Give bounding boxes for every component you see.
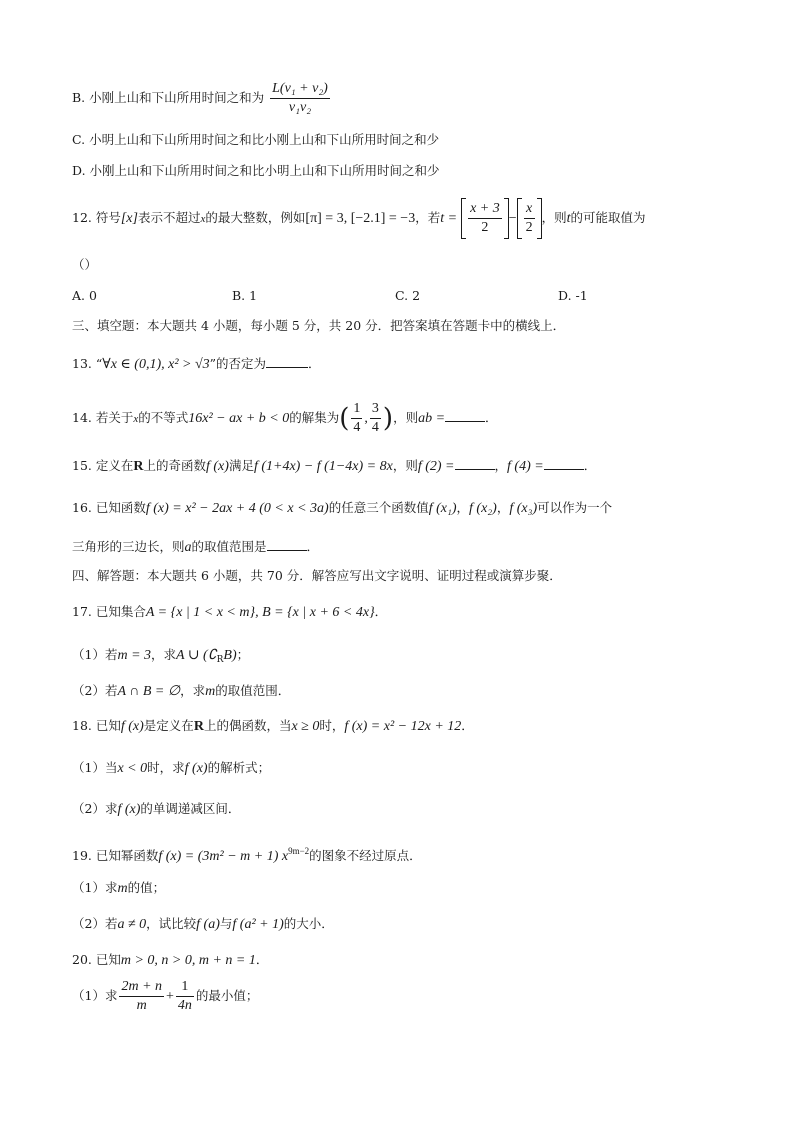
q13-period: ． (308, 356, 321, 371)
q13 (72, 355, 321, 373)
q12-fraction-1 (468, 200, 502, 237)
q14-text-e: 的解集为 (289, 410, 340, 425)
q18-period: ． (461, 718, 474, 733)
q16-period: ． (306, 539, 320, 554)
q12-floor-2 (517, 200, 542, 237)
q15-f4: f (4) = (507, 459, 544, 474)
q14-comma: , (364, 411, 368, 426)
q19-p2-text-a: （2）若 (72, 916, 118, 931)
section-3-heading: 三、填空题：本大题共 4 小题，每小题 5 分，共 20 分．把答案填在答题卡中的横线上． (72, 318, 566, 333)
q19-p1-text-a: （1）求 (72, 880, 118, 895)
q14-fraction-2 (370, 400, 381, 437)
q12-floor-1 (461, 200, 509, 237)
q12-text-a: 12. 符号 (72, 210, 121, 225)
q15-text-e: 满足 (228, 458, 254, 473)
q18-p1-fx: f (x) (184, 761, 208, 776)
q14 (72, 400, 498, 437)
q17-p1-subscript: R (216, 655, 224, 665)
q16-text-i: 可以作为一个 (537, 500, 613, 515)
q15-text-a: 15. 定义在 (72, 458, 134, 473)
q18-p2-text-c: 的单调递减区间． (140, 801, 241, 816)
q20 (72, 952, 268, 969)
q19-text-a: 19. 已知幂函数 (72, 848, 159, 863)
q16-comma-2: ， (496, 500, 510, 515)
q12-text-g: ，若 (415, 210, 441, 225)
fraction-numerator: 2m + n (119, 978, 164, 997)
q14-answer-blank (445, 409, 485, 422)
q20-plus: + (166, 989, 174, 1004)
fraction-numerator: L(v₁ + v₂) (270, 80, 330, 99)
fraction-numerator: x (524, 200, 535, 219)
q17-p1-semicolon: ； (236, 647, 250, 662)
q12-text-e: 的最大整数，例如 (205, 210, 306, 225)
q16-fx2: f (x₂) (469, 501, 497, 516)
q12-minus: − (508, 211, 517, 226)
q11-option-b (72, 80, 332, 117)
q11-option-c: C. 小明上山和下山所用时间之和比小刚上山和下山所用时间之和少 (72, 132, 440, 147)
fraction-numerator: x + 3 (468, 200, 502, 219)
q20-text-a: 20. 已知 (72, 952, 121, 967)
q19-p2-text-c: ，试比较 (146, 916, 197, 931)
q19-p1-m: m (117, 881, 128, 896)
q14-right-paren: ) (382, 403, 394, 434)
q17-p1-union: A ∪ (∁ (176, 648, 217, 663)
q14-left-paren: ( (339, 403, 350, 434)
q19-p2-text-e: 与 (219, 916, 233, 931)
q17-p2-m: m (205, 684, 216, 699)
q12-t-eq: t = (440, 211, 458, 226)
q13-text-c: ”的否定为 (209, 356, 267, 371)
q19 (72, 843, 422, 865)
q19-p2-text-g: 的大小． (283, 916, 334, 931)
q16-line-1 (72, 500, 612, 517)
q15-blank-1 (455, 457, 495, 470)
q15-period: ． (583, 458, 597, 473)
q16-fx3: f (x₃) (509, 501, 538, 516)
fraction-denominator: 2 (525, 220, 533, 235)
q18-p1-condition: x < 0 (117, 761, 148, 776)
q18-condition: x ≥ 0 (291, 719, 320, 734)
q18-p1-text-c: 时，求 (147, 760, 185, 775)
q14-ab: ab = (418, 411, 446, 426)
q12-stem (72, 200, 646, 237)
q17-p1-m: m = 3 (117, 648, 152, 663)
q14-text-c: 的不等式 (138, 410, 189, 425)
q12-example: [π] = 3, [−2.1] = −3 (305, 211, 416, 226)
q12-text-k: 的可能取值为 (570, 210, 646, 225)
q18-part-2 (72, 801, 240, 818)
q16-line-2 (72, 538, 319, 556)
q12-option-a: A. 0 (72, 288, 97, 303)
fraction-denominator: 2 (481, 220, 489, 235)
q12-option-b: B. 1 (232, 288, 258, 303)
q20-part-1 (72, 978, 258, 1015)
q14-inequality: 16x² − ax + b < 0 (188, 411, 290, 426)
q18-text-e: 上的偶函数，当 (203, 718, 292, 733)
q16-text-line2c: 的取值范围是 (191, 539, 267, 554)
q12-fraction-2 (524, 200, 535, 237)
fraction-numerator: 3 (370, 400, 381, 419)
q20-fraction-2 (176, 978, 194, 1015)
q17-period: ． (374, 604, 388, 619)
q16-fx1: f (x₁) (428, 501, 457, 516)
q17-p1-text-a: （1）若 (72, 647, 118, 662)
q17-p2-intersection: A ∩ B = ∅ (117, 684, 181, 699)
q12-option-c: C. 2 (395, 288, 421, 303)
q12-text-c: 表示不超过 (137, 210, 201, 225)
q18-text-g: 时， (319, 718, 345, 733)
q19-p1-text-c: 的值； (127, 880, 166, 895)
q16-text-a: 16. 已知函数 (72, 500, 146, 515)
q12-var-x: x (200, 213, 206, 225)
q17-text-a: 17. 已知集合 (72, 604, 146, 619)
q16-function: f (x) = x² − 2ax + 4 (0 < x < 3a) (145, 501, 329, 516)
q19-text-c: 的图象不经过原点． (309, 848, 422, 863)
q17 (72, 604, 387, 621)
q18-part-1 (72, 760, 270, 777)
q14-text-f: ，则 (393, 410, 419, 425)
q19-function: f (x) = (3m² − m + 1) x (158, 849, 289, 864)
q20-p1-text-b: 的最小值； (195, 988, 259, 1003)
q12-bracket-x: [x] (120, 211, 138, 226)
q19-exponent: 9m−2 (288, 846, 310, 856)
fraction-numerator: 1 (351, 400, 362, 419)
q11-option-d: D. 小刚上山和下山所用时间之和比小明上山和下山所用时间之和少 (72, 163, 440, 178)
q16-comma-1: ， (456, 500, 470, 515)
q18-expression: f (x) = x² − 12x + 12 (344, 719, 462, 734)
q19-p2-fa: f (a) (196, 917, 220, 932)
q19-part-1 (72, 880, 165, 897)
q19-p2-fa2: f (a² + 1) (232, 917, 284, 932)
q15-text-c: 上的奇函数 (143, 458, 206, 473)
q12-var-t: t (566, 211, 571, 226)
q19-p2-condition: a ≠ 0 (117, 917, 147, 932)
q16-text-line2a: 三角形的三边长，则 (72, 539, 185, 554)
q18-text-a: 18. 已知 (72, 718, 121, 733)
q17-part-2 (72, 683, 290, 700)
q15 (72, 457, 596, 475)
q15-comma: ， (494, 458, 508, 473)
q17-sets: A = {x | 1 < x < m}, B = {x | x + 6 < 4x} (145, 605, 375, 620)
q20-period: ． (255, 952, 269, 967)
q15-equation: f (1+4x) − f (1−4x) = 8x (253, 459, 393, 474)
q18-p2-text-a: （2）求 (72, 801, 118, 816)
q16-answer-blank (267, 538, 307, 551)
fraction-denominator: 4 (353, 420, 361, 435)
fraction-denominator: m (136, 998, 147, 1013)
q12-text-i: ，则 (541, 210, 567, 225)
q15-text-g: ，则 (392, 458, 418, 473)
q14-period: ． (485, 410, 498, 425)
q12-option-d: D. -1 (558, 288, 588, 303)
q15-real-set: R (133, 459, 144, 474)
q17-part-1 (72, 647, 249, 668)
q11-option-b-fraction (270, 80, 330, 117)
q18-p1-text-a: （1）当 (72, 760, 118, 775)
q13-answer-blank (266, 355, 308, 368)
fraction-denominator: v₁v₂ (288, 100, 312, 115)
q14-text-a: 14. 若关于 (72, 410, 134, 425)
q14-fraction-1 (351, 400, 362, 437)
q19-part-2 (72, 916, 334, 933)
q17-p1-text-c: ，求 (151, 647, 177, 662)
q16-var-a: a (184, 540, 192, 555)
q18-p2-fx: f (x) (117, 802, 141, 817)
q20-conditions: m > 0, n > 0, m + n = 1 (120, 953, 256, 968)
q11-option-b-text: B. 小刚上山和下山所用时间之和为 (72, 90, 265, 105)
q15-fx: f (x) (206, 459, 229, 474)
q18-text-c: 是定义在 (143, 718, 194, 733)
q20-fraction-1 (119, 978, 164, 1015)
q17-p2-text-a: （2）若 (72, 683, 118, 698)
q13-text-a: 13. “ (72, 356, 103, 371)
fraction-denominator: 4 (371, 420, 379, 435)
q13-formula: ∀x ∈ (0,1), x² > √3 (102, 357, 210, 372)
q18-p1-text-e: 的解析式； (207, 760, 271, 775)
q17-p2-text-c: ，求 (180, 683, 206, 698)
q15-f2: f (2) = (417, 459, 455, 474)
q18-real-set: R (193, 719, 204, 734)
fraction-denominator: 4n (177, 998, 192, 1013)
section-4-heading: 四、解答题：本大题共 6 小题，共 70 分．解答应写出文字说明、证明过程或演算步聚． (72, 568, 562, 583)
q12-paren: （） (72, 257, 98, 272)
q17-p1-b: B) (223, 648, 237, 663)
q18 (72, 718, 474, 735)
q16-text-c: 的任意三个函数值 (328, 500, 429, 515)
q14-var-x: x (133, 413, 139, 425)
q15-blank-2 (544, 457, 584, 470)
q20-p1-text-a: （1）求 (72, 988, 118, 1003)
q18-fx: f (x) (120, 719, 144, 734)
q17-p2-text-e: 的取值范围． (215, 683, 291, 698)
fraction-numerator: 1 (176, 978, 194, 997)
